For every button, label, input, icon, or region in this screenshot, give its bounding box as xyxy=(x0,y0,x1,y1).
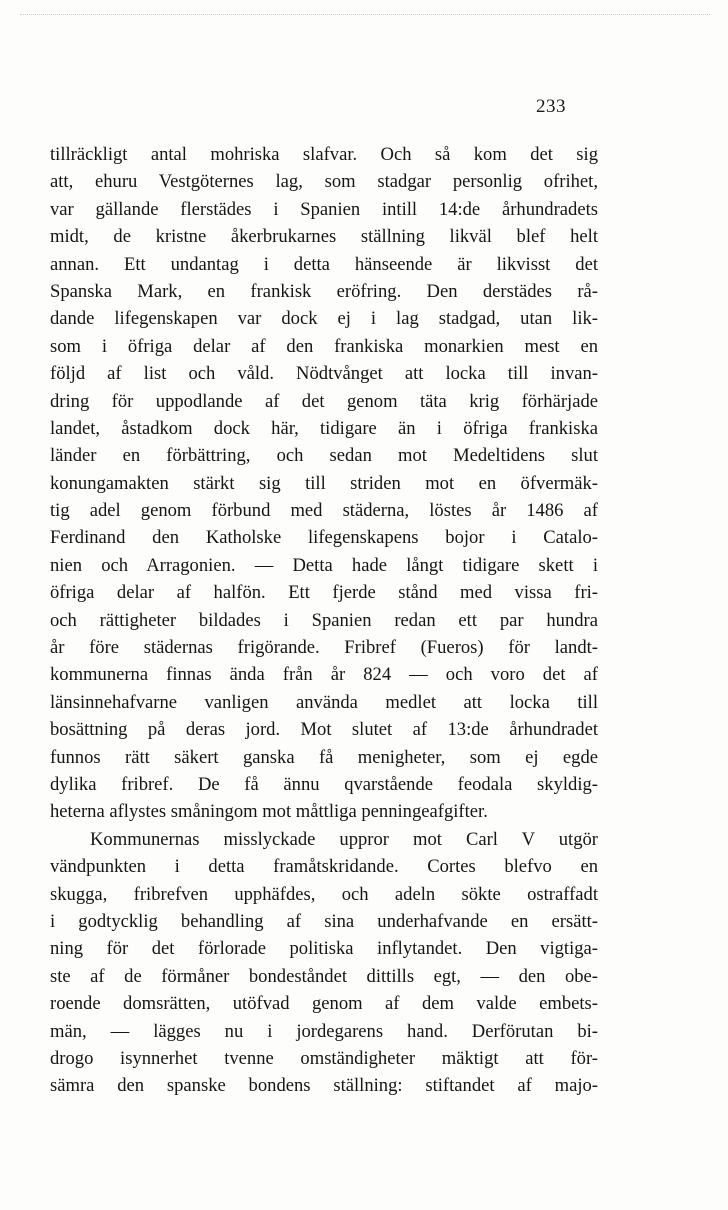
text-line: som i öfriga delar af den frankiska monarkien mest en xyxy=(50,335,598,357)
text-line: nien och Arragonien. — Detta hade långt tidigare skett i xyxy=(50,554,598,576)
text-line: kommunerna finnas ända från år 824 — och voro det af xyxy=(50,664,598,686)
text-line: drogo isynnerhet tvenne omständigheter mäktigt att för- xyxy=(50,1047,598,1069)
text-line: att, ehuru Vestgöternes lag, som stadgar personlig ofrihet, xyxy=(50,171,598,193)
text-line: länder en förbättring, och sedan mot Medeltidens slut xyxy=(50,445,598,467)
text-line: roende domsrätten, utöfvad genom af dem valde embets- xyxy=(50,993,598,1015)
text-line: Spanska Mark, en frankisk eröfring. Den derstädes rå- xyxy=(50,280,598,302)
text-line: funnos rätt säkert ganska få menigheter, som ej egde xyxy=(50,746,598,768)
text-line: länsinnehafvarne vanligen använda medlet att locka till xyxy=(50,691,598,713)
text-line: ste af de förmåner bondeståndet dittills egt, — den obe- xyxy=(50,965,598,987)
text-line: följd af list och våld. Nödtvånget att locka till invan- xyxy=(50,363,598,385)
text-line: ning för det förlorade politiska inflytandet. Den vigtiga- xyxy=(50,938,598,960)
text-line: annan. Ett undantag i detta hänseende är likvisst det xyxy=(50,253,598,275)
text-line: skugga, fribrefven upphäfdes, och adeln sökte ostraffadt xyxy=(50,883,598,905)
page-number: 233 xyxy=(536,96,566,117)
text-line: dylika fribref. De få ännu qvarstående feodala skyldig- xyxy=(50,773,598,795)
text-line: midt, de kristne åkerbrukarnes ställning likväl blef helt xyxy=(50,226,598,248)
text-line: Kommunernas misslyckade uppror mot Carl V utgör xyxy=(90,828,598,850)
text-line: sämra den spanske bondens ställning: stiftandet af majo- xyxy=(50,1075,598,1097)
text-line: år före städernas frigörande. Fribref (Fueros) för landt- xyxy=(50,637,598,659)
text-line: i godtycklig behandling af sina underhafvande en ersätt- xyxy=(50,910,598,932)
text-line: öfriga delar af halfön. Ett fjerde stånd med vissa fri- xyxy=(50,582,598,604)
text-line: dring för uppodlande af det genom täta krig förhärjade xyxy=(50,390,598,412)
text-line: och rättigheter bildades i Spanien redan ett par hundra xyxy=(50,609,598,631)
text-line: Ferdinand den Katholske lifegenskapens bojor i Catalo- xyxy=(50,527,598,549)
text-line: bosättning på deras jord. Mot slutet af 13:de århundradet xyxy=(50,719,598,741)
text-line: konungamakten stärkt sig till striden mot en öfvermäk- xyxy=(50,472,598,494)
text-line: landet, åstadkom dock här, tidigare än i öfriga frankiska xyxy=(50,417,598,439)
text-line: var gällande flerstädes i Spanien intill 14:de århundradets xyxy=(50,198,598,220)
text-line: tig adel genom förbund med städerna, löstes år 1486 af xyxy=(50,500,598,522)
text-line: heterna aflystes småningom mot måttliga penningeafgifter. xyxy=(50,801,488,823)
text-line: män, — lägges nu i jordegarens hand. Derförutan bi- xyxy=(50,1020,598,1042)
page-top-edge xyxy=(20,14,710,16)
text-line: dande lifegenskapen var dock ej i lag stadgad, utan lik- xyxy=(50,308,598,330)
text-line: vändpunkten i detta framåtskridande. Cortes blefvo en xyxy=(50,856,598,878)
text-line: tillräckligt antal mohriska slafvar. Och så kom det sig xyxy=(50,144,598,165)
body-text xyxy=(50,141,598,1100)
